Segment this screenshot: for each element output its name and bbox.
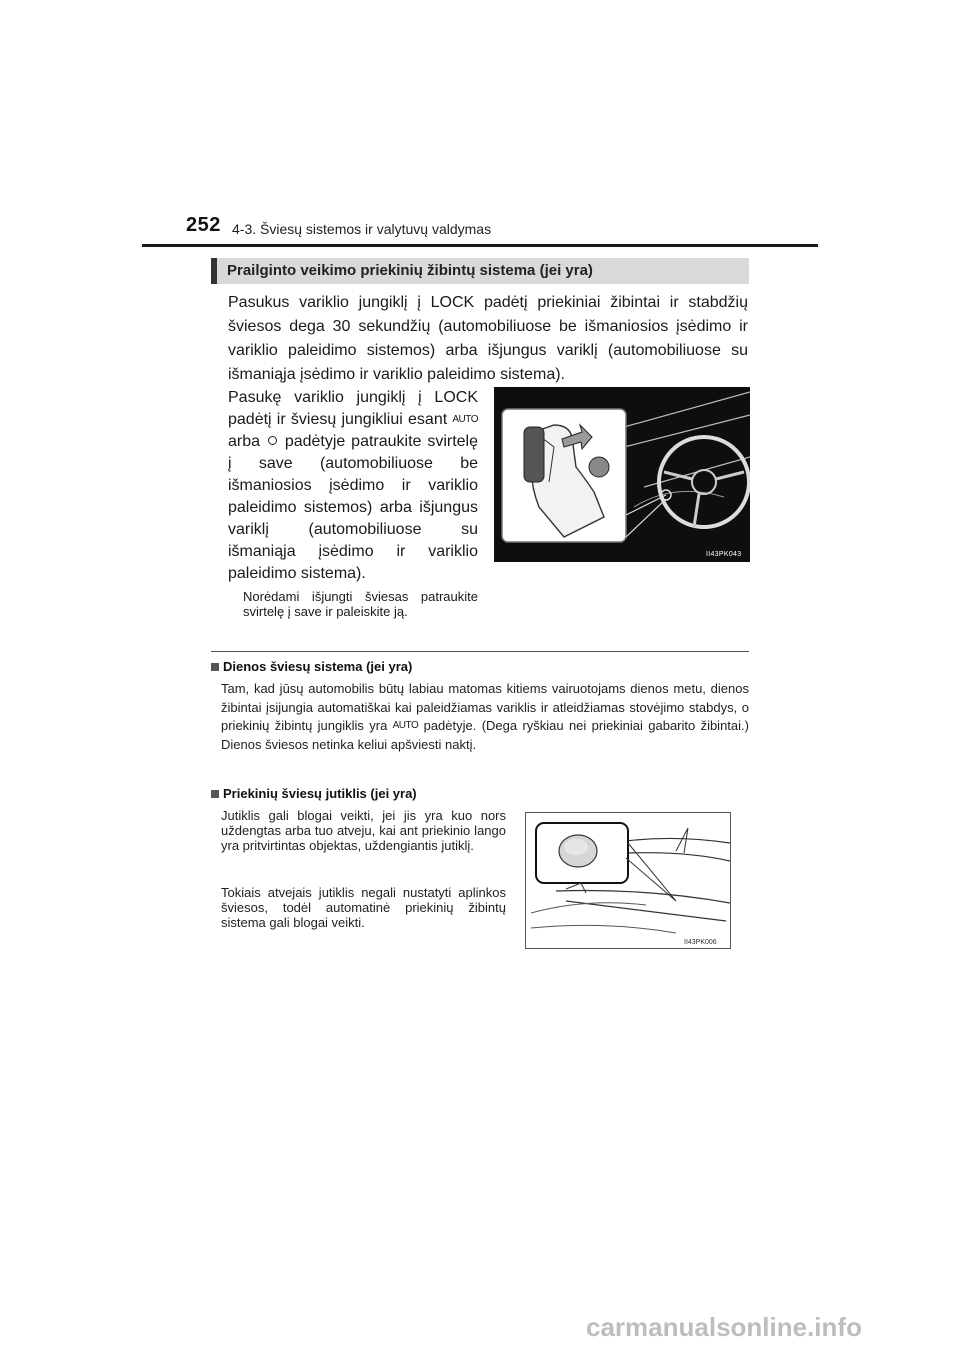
section-divider xyxy=(211,651,749,652)
drl-heading xyxy=(211,659,412,674)
sensor-drawing xyxy=(526,813,730,948)
sensor-text-2: Tokiais atvejais jutiklis negali nustatyti aplinkos šviesos, todėl automatinė priekinių žibintų sistema gali blogai veikti. xyxy=(221,885,506,930)
instruction-or: arba xyxy=(228,433,261,450)
section-marker xyxy=(211,258,217,284)
sensor-heading xyxy=(211,786,417,801)
lever-illustration xyxy=(494,387,750,562)
sensor-text-1: Jutiklis gali blogai veikti, jei jis yra kuo nors uždengtas arba tuo atveju, kai ant priekinio lango yra pritvirtintas objektas, uždengiantis jutiklį. xyxy=(221,808,506,853)
drl-text-1: Tam, kad jūsų automobilis būtų labiau matomas kitiems vairuotojams dienos metu, dienos žibintai įsijungia automatiškai kai paleidžiamas variklis ir atleidžiamas stovėjimo stabdys, o priekinių žibintų jungiklis yra xyxy=(221,681,749,733)
headlight-position-icon xyxy=(268,436,277,445)
figure-code-1: II43PK043 xyxy=(706,551,742,558)
bullet-square-icon xyxy=(211,790,219,798)
auto-position-icon: AUTO xyxy=(452,414,478,425)
drl-text-2: padėtyje. (Dega ryškiau nei priekiniai gabarito žibintai.) Dienos šviesos netinka keliui apšviesti naktį. xyxy=(221,718,749,752)
sensor-illustration xyxy=(525,812,731,949)
bullet-square-icon xyxy=(211,663,219,671)
figure-code-2: II43PK006 xyxy=(684,939,717,946)
intro-paragraph: Pasukus variklio jungiklį į LOCK padėtį priekiniai žibintai ir stabdžių šviesos dega 30 sekundžių (automobiliuose be išmaniosios įsėdimo ir variklio paleidimo sistemos) arba išjungus variklį (automobiliuose su išmaniąja įsėdimo ir variklio paleidimo sistema). xyxy=(228,294,748,383)
section-heading-bar xyxy=(211,258,749,284)
header-rule xyxy=(142,244,818,247)
page-number: 252 xyxy=(186,214,221,236)
auto-position-icon: AUTO xyxy=(392,720,419,731)
drl-paragraph xyxy=(221,680,749,754)
lever-drawing xyxy=(494,387,750,562)
instruction-text-2: padėtyje patraukite svirtelę į save (automobiliuose be išmaniosios įsėdimo ir variklio paleidimo sistemos) arba išjungus variklį (automobiliuose su išmaniąja įsėdimo ir variklio paleidimo sistema). xyxy=(228,433,479,582)
sensor-heading-text: Priekinių šviesų jutiklis (jei yra) xyxy=(223,786,417,801)
watermark: carmanualsonline.info xyxy=(586,1312,862,1342)
drl-heading-text: Dienos šviesų sistema (jei yra) xyxy=(223,659,413,674)
section-title: Prailginto veikimo priekinių žibintų sistema (jei yra) xyxy=(227,262,593,279)
chapter-title: 4-3. Šviesų sistemos ir valytuvų valdymas xyxy=(232,221,492,237)
note-text: Norėdami išjungti šviesas patraukite svirtelę į save ir paleiskite ją. xyxy=(243,589,478,619)
instruction-paragraph xyxy=(228,387,478,585)
instruction-text-1: Pasukę variklio jungiklį į LOCK padėtį ir šviesų jungikliui esant xyxy=(228,389,478,428)
